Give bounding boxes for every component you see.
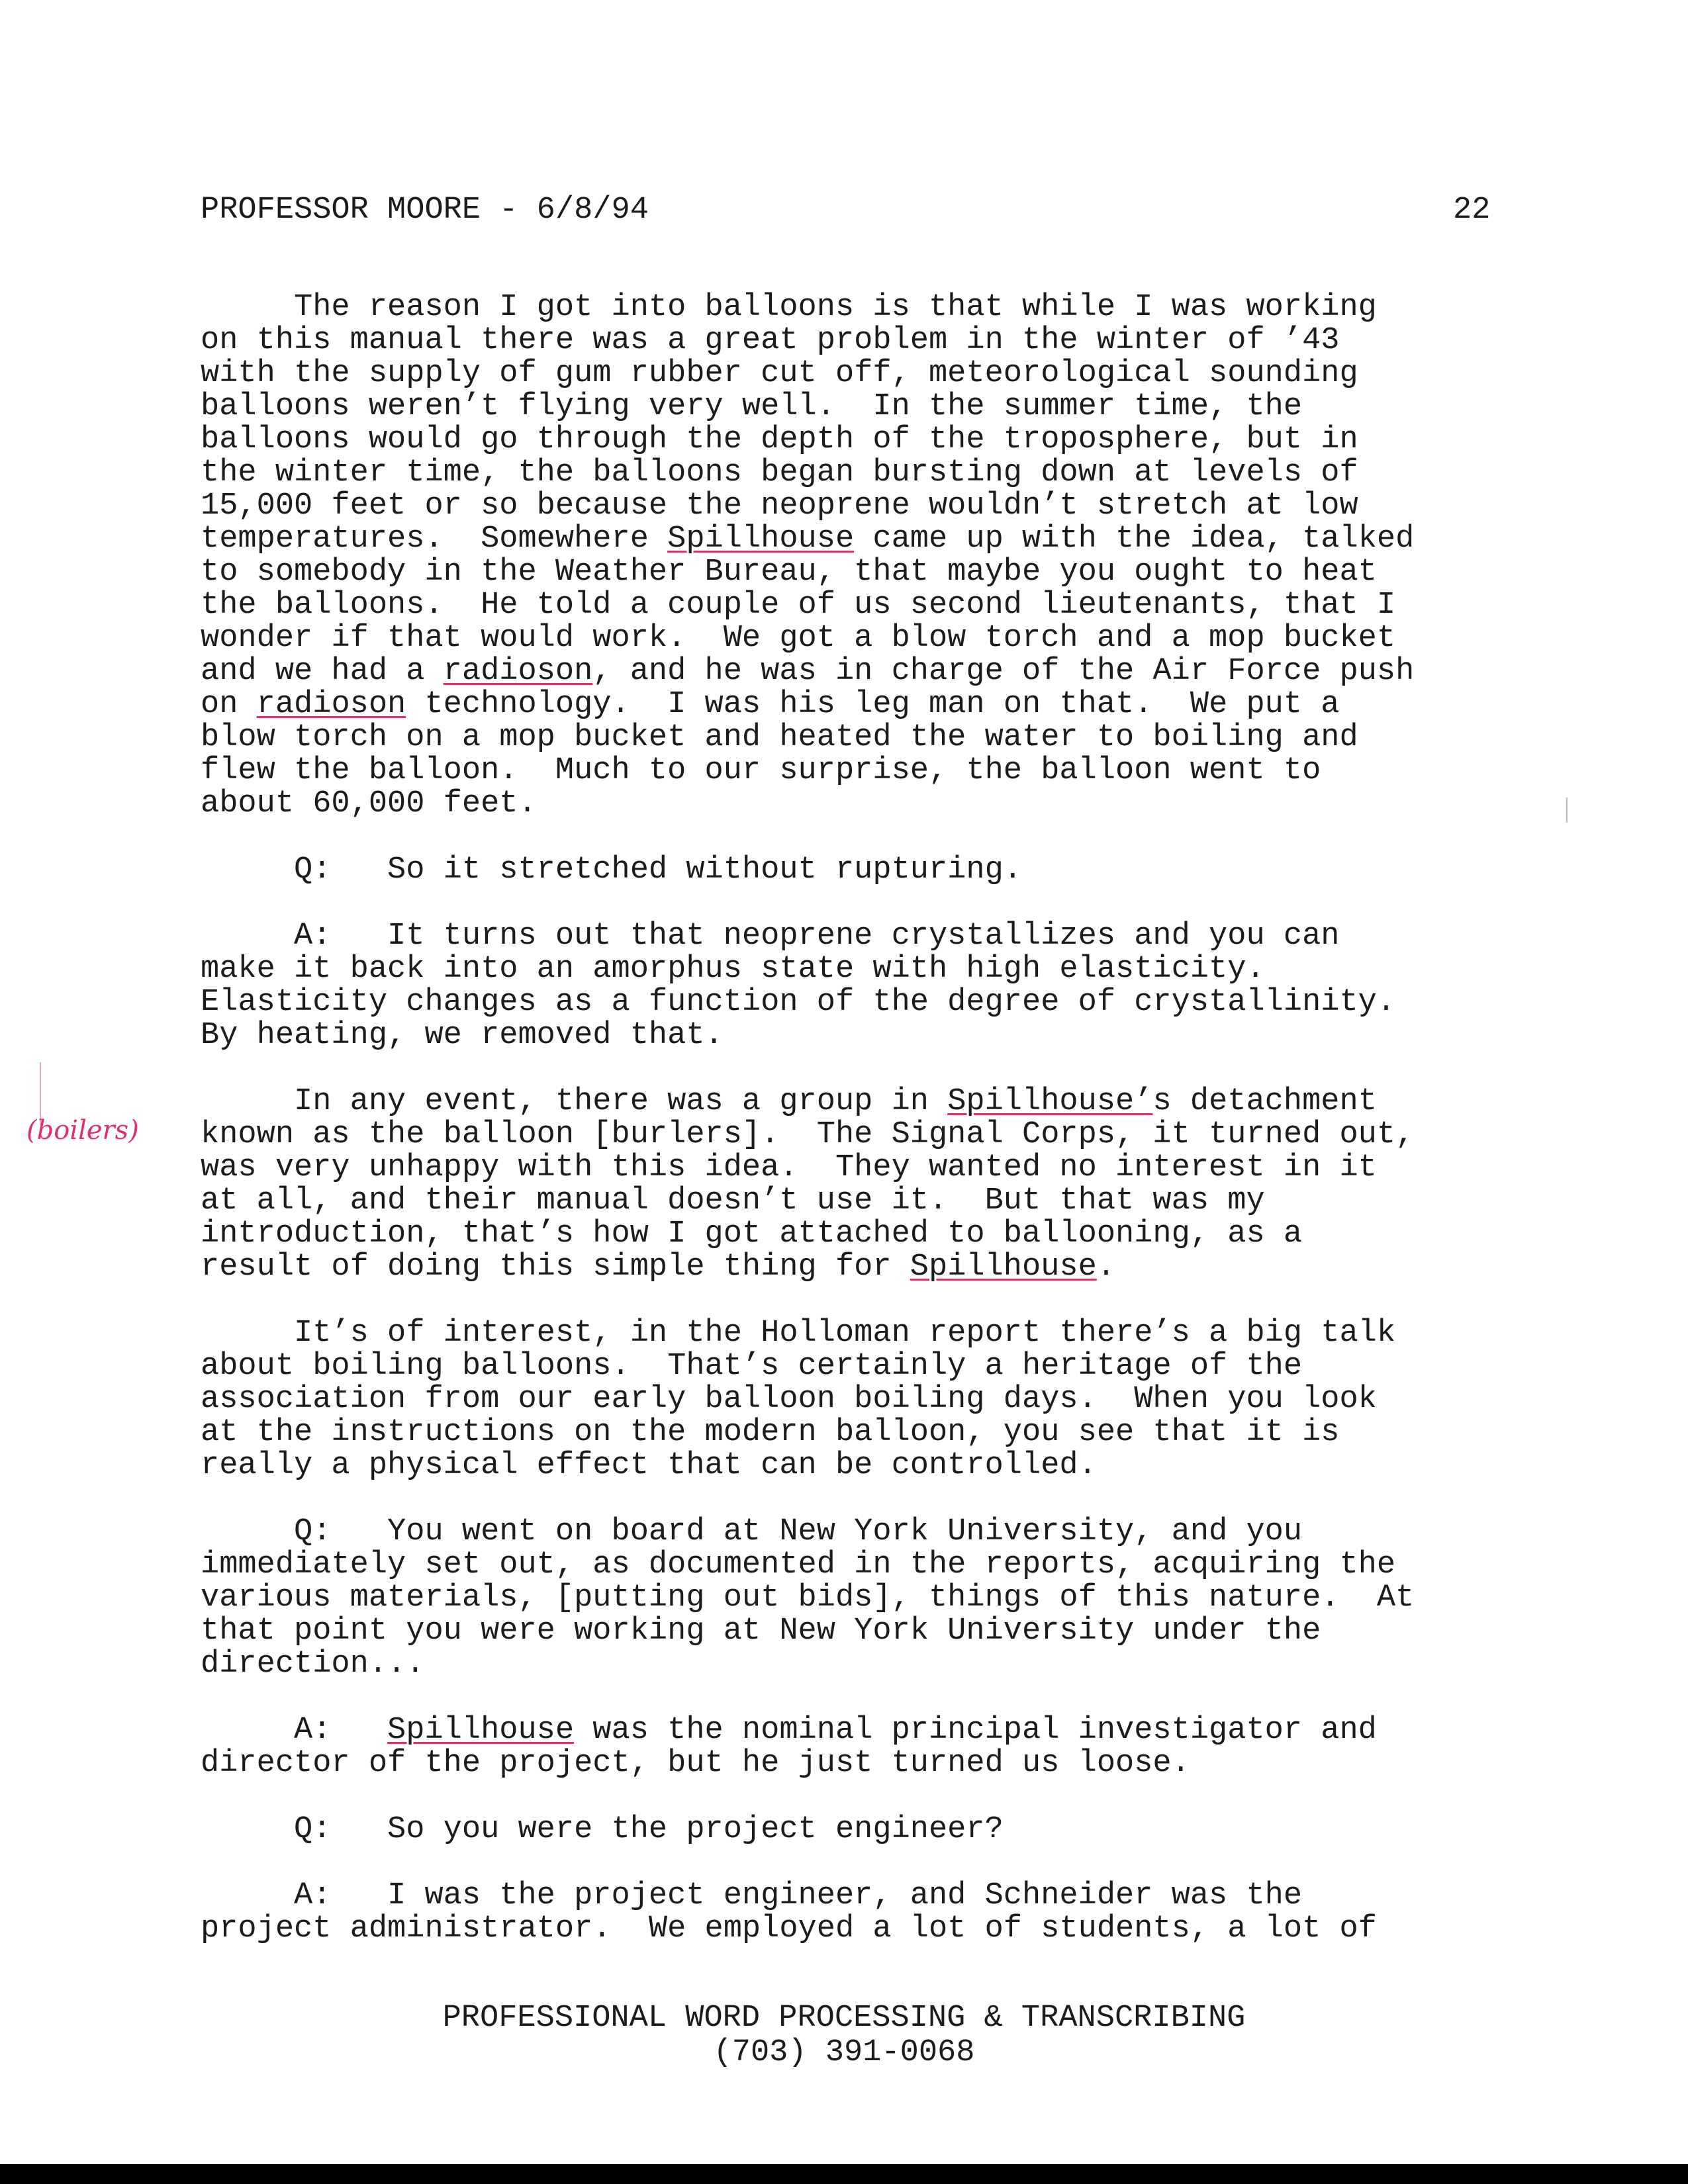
text-segment: Q: You went on board at New York University, and you <box>201 1514 1303 1549</box>
underlined-word: Spillhouse <box>387 1713 575 1748</box>
text-line <box>201 788 537 821</box>
text-line <box>201 1218 1302 1251</box>
text-segment: and we had a <box>201 654 444 689</box>
text-segment: wonder if that would work. We got a blow torch and a mop bucket <box>201 621 1396 656</box>
text-line <box>201 457 1358 490</box>
text-line <box>201 1913 1377 1946</box>
text-line <box>201 1085 1377 1118</box>
text-segment: A: <box>201 1713 388 1748</box>
text-segment: to somebody in the Weather Bureau, that maybe you ought to heat <box>201 555 1377 590</box>
text-segment: temperatures. Somewhere <box>201 522 668 557</box>
text-segment: A: I was the project engineer, and Schneider was the <box>201 1878 1303 1913</box>
text-line <box>201 324 1339 357</box>
underlined-word: radioson <box>256 687 406 722</box>
text-line <box>201 1251 1115 1284</box>
text-line <box>201 1747 1190 1780</box>
text-line <box>201 1549 1395 1582</box>
text-segment: balloons weren’t flying very well. In the summer time, the <box>201 389 1303 424</box>
underlined-word: radioson <box>443 654 593 689</box>
text-segment: . <box>1096 1250 1116 1285</box>
text-line <box>201 721 1358 754</box>
text-line <box>201 754 1321 788</box>
text-segment: director of the project, but he just turned us loose. <box>201 1746 1190 1781</box>
text-segment: on <box>201 687 257 722</box>
text-line <box>201 1185 1265 1218</box>
text-line <box>201 1152 1377 1185</box>
text-segment: at all, and their manual doesn’t use it. But that was my <box>201 1183 1265 1218</box>
text-line <box>201 1880 1302 1913</box>
text-line <box>201 1317 1395 1350</box>
text-line <box>201 1813 1004 1846</box>
text-segment: Q: So you were the project engineer? <box>201 1812 1004 1847</box>
text-segment: In any event, there was a group in <box>201 1084 948 1119</box>
text-line <box>201 390 1302 424</box>
text-line <box>201 1118 1414 1152</box>
text-segment: s detachment <box>1152 1084 1377 1119</box>
text-segment: The reason I got into balloons is that while I was working <box>201 290 1377 325</box>
text-line <box>201 1714 1377 1747</box>
text-segment: 15,000 feet or so because the neoprene wouldn’t stretch at low <box>201 488 1358 523</box>
text-line <box>201 1648 424 1681</box>
text-line <box>201 920 1339 953</box>
text-segment: association from our early balloon boiling days. When you look <box>201 1382 1377 1417</box>
text-segment: with the supply of gum rubber cut off, meteorological sounding <box>201 356 1358 391</box>
text-line <box>201 854 1022 887</box>
underlined-word: Spillhouse <box>667 522 855 557</box>
text-segment: about 60,000 feet. <box>201 786 537 821</box>
text-segment: A: It turns out that neoprene crystallizes and you can <box>201 919 1340 954</box>
page-header-title: PROFESSOR MOORE - 6/8/94 <box>201 193 649 228</box>
text-segment: about boiling balloons. That’s certainly a heritage of the <box>201 1349 1303 1384</box>
text-segment: Elasticity changes as a function of the degree of crystallinity. <box>201 985 1396 1020</box>
text-line <box>201 1416 1339 1449</box>
text-line <box>201 1449 1097 1482</box>
underlined-word: Spillhouse’ <box>947 1084 1153 1119</box>
text-line <box>201 1516 1302 1549</box>
text-segment: result of doing this simple thing for <box>201 1250 910 1285</box>
text-segment: direction... <box>201 1647 425 1682</box>
text-line <box>201 1615 1321 1648</box>
text-segment: was the nominal principal investigator and <box>574 1713 1377 1748</box>
text-segment: various materials, [putting out bids], things of this nature. At <box>201 1580 1415 1615</box>
text-segment: blow torch on a mop bucket and heated the water to boiling and <box>201 720 1358 755</box>
text-line <box>201 490 1358 523</box>
text-segment: on this manual there was a great problem in the winter of ’43 <box>201 323 1340 358</box>
text-segment: the balloons. He told a couple of us second lieutenants, that I <box>201 588 1396 623</box>
page-number: 22 <box>1453 193 1491 228</box>
text-line <box>201 523 1414 556</box>
text-line <box>201 1582 1414 1615</box>
text-segment: immediately set out, as documented in the reports, acquiring the <box>201 1547 1396 1582</box>
margin-annotation: (boilers) <box>26 1115 139 1146</box>
text-line <box>201 953 1265 986</box>
text-segment: By heating, we removed that. <box>201 1018 724 1053</box>
text-segment: technology. I was his leg man on that. We put a <box>406 687 1340 722</box>
text-segment: introduction, that’s how I got attached to ballooning, as a <box>201 1216 1303 1251</box>
footer-company: PROFESSIONAL WORD PROCESSING & TRANSCRIBING <box>442 2001 1246 2036</box>
text-segment: , and he was in charge of the Air Force push <box>592 654 1415 689</box>
text-line <box>201 424 1358 457</box>
underlined-word: Spillhouse <box>910 1250 1097 1285</box>
text-line <box>201 589 1395 622</box>
text-line <box>201 1019 724 1052</box>
text-segment: known as the balloon [burlers]. The Signal Corps, it turned out, <box>201 1117 1415 1152</box>
scan-edge <box>0 2164 1688 2184</box>
text-line <box>201 688 1340 721</box>
text-line <box>201 655 1414 688</box>
text-segment: that point you were working at New York University under the <box>201 1614 1321 1649</box>
text-line <box>201 986 1395 1019</box>
text-line <box>201 357 1358 390</box>
text-segment: project administrator. We employed a lot of students, a lot of <box>201 1911 1377 1946</box>
text-segment: came up with the idea, talked <box>854 522 1415 557</box>
text-segment: flew the balloon. Much to our surprise, the balloon went to <box>201 753 1321 788</box>
text-segment: was very unhappy with this idea. They wanted no interest in it <box>201 1150 1377 1185</box>
text-segment: It’s of interest, in the Holloman report there’s a big talk <box>201 1316 1396 1351</box>
text-line <box>201 1383 1377 1416</box>
text-segment: at the instructions on the modern balloon, you see that it is <box>201 1415 1340 1450</box>
text-segment: balloons would go through the depth of the troposphere, but in <box>201 422 1358 457</box>
text-line <box>201 291 1377 324</box>
margin-mark <box>1566 797 1568 823</box>
text-segment: the winter time, the balloons began bursting down at levels of <box>201 455 1358 490</box>
footer-phone: (703) 391-0068 <box>713 2035 975 2070</box>
text-line <box>201 622 1395 655</box>
text-segment: really a physical effect that can be controlled. <box>201 1448 1097 1483</box>
text-segment: Q: So it stretched without rupturing. <box>201 852 1023 887</box>
text-line <box>201 556 1377 589</box>
text-segment: make it back into an amorphus state with high elasticity. <box>201 952 1265 987</box>
text-line <box>201 1350 1302 1383</box>
